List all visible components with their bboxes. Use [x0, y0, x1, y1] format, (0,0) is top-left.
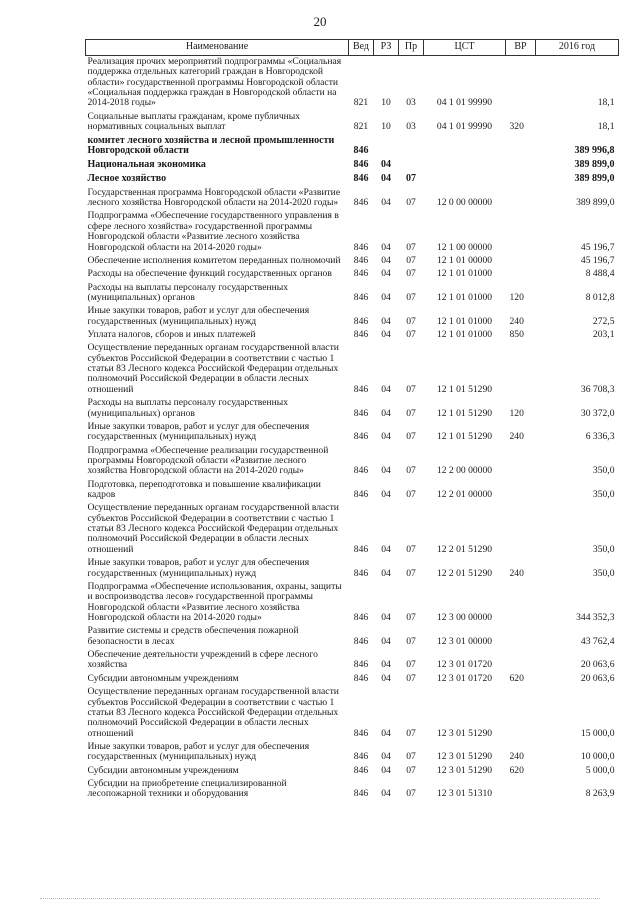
row-rz: 04	[381, 751, 391, 763]
row-amount: 20 063,6	[580, 659, 615, 671]
row-rz: 04	[381, 329, 391, 341]
row-name: Иные закупки товаров, работ и услуг для обеспечения государственных (муниципальных) нужд	[87, 557, 310, 579]
row-name: Социальные выплаты гражданам, кроме публичных нормативных социальных выплат	[87, 110, 301, 133]
row-amount: 350,0	[592, 567, 615, 579]
row-cst: 12 3 01 01720	[436, 672, 493, 684]
row-rz: 04	[381, 543, 391, 555]
row-cst: 12 2 01 51290	[436, 543, 493, 555]
row-amount: 45 196,7	[580, 241, 615, 253]
row-amount: 18,1	[597, 97, 615, 109]
row-vr	[506, 159, 536, 173]
row-name: Субсидии на приобретение специализированной лесопожарной техники и оборудования	[87, 778, 287, 800]
row-vr: 620	[509, 764, 524, 776]
table-row	[86, 305, 619, 329]
row-name: Иные закупки товаров, работ и услуг для обеспечения государственных (муниципальных) нужд	[87, 305, 310, 327]
table-row	[86, 479, 619, 503]
row-vr: 850	[509, 329, 524, 341]
table-row	[86, 329, 619, 342]
row-pr: 07	[406, 788, 416, 800]
row-amount: 5 000,0	[585, 764, 615, 776]
row-vr	[506, 56, 536, 111]
row-cst: 12 3 01 01720	[436, 659, 493, 671]
row-amount: 15 000,0	[580, 727, 615, 739]
row-name: Подготовка, переподготовка и повышение квалификации кадров	[87, 478, 321, 501]
page-number: 20	[313, 14, 327, 29]
row-pr: 03	[406, 121, 416, 133]
row-cst: 12 2 01 00000	[436, 489, 493, 501]
table-row	[86, 765, 619, 778]
row-name: Подпрограмма «Обеспечение реализации государственной программы Новгородской области «Развитие лесного хозяйства Новгородской области на 2014-2020 годы»	[87, 444, 329, 477]
row-ved: 846	[353, 567, 369, 579]
row-ved: 846	[353, 543, 369, 555]
row-amount: 10 000,0	[580, 751, 615, 763]
row-rz: 04	[381, 567, 391, 579]
page-footer-dots	[40, 895, 600, 899]
row-vr	[506, 268, 536, 281]
table-row	[86, 111, 619, 135]
row-cst: 12 0 00 00000	[436, 197, 493, 209]
row-pr: 07	[406, 764, 416, 776]
row-pr: 07	[406, 383, 416, 395]
row-rz: 04	[381, 407, 391, 419]
row-vr	[506, 255, 536, 268]
row-cst: 12 1 00 00000	[436, 241, 493, 253]
row-name: Государственная программа Новгородской области «Развитие лесного хозяйства Новгородской области на 2014-2020 годы»	[87, 186, 341, 209]
row-ved: 846	[353, 291, 369, 303]
table-row	[86, 557, 619, 581]
row-name: Расходы на выплаты персоналу государственных (муниципальных) органов	[87, 397, 289, 419]
row-pr: 07	[406, 431, 416, 443]
row-name: Национальная экономика	[87, 159, 206, 171]
row-vr	[506, 625, 536, 649]
row-pr: 07	[406, 407, 416, 419]
row-rz: 04	[381, 383, 391, 395]
row-cst: 12 3 01 51290	[436, 727, 493, 739]
row-cst: 04 1 01 99990	[436, 97, 493, 109]
table-row	[86, 159, 619, 173]
row-ved: 821	[353, 121, 369, 133]
row-vr	[506, 581, 536, 625]
row-ved: 846	[353, 329, 369, 341]
row-ved: 846	[353, 764, 369, 776]
row-rz: 04	[381, 291, 391, 303]
table-row	[86, 268, 619, 281]
row-name: Обеспечение деятельности учреждений в сфере лесного хозяйства	[87, 649, 318, 671]
table-row	[86, 135, 619, 160]
row-rz: 04	[381, 672, 391, 684]
row-vr	[506, 173, 536, 187]
row-vr	[506, 210, 536, 254]
row-pr: 07	[406, 241, 416, 253]
table-row	[86, 210, 619, 254]
table-row	[86, 56, 619, 111]
header-vr: ВР	[506, 40, 536, 56]
table-row	[86, 397, 619, 421]
row-rz: 04	[381, 172, 391, 184]
table-row	[86, 686, 619, 741]
row-amount: 350,0	[592, 465, 615, 477]
row-vr: 120	[509, 407, 524, 419]
row-vr	[506, 649, 536, 673]
row-rz: 04	[381, 431, 391, 443]
row-ved: 846	[353, 145, 369, 157]
row-pr: 07	[406, 329, 416, 341]
table-row	[86, 282, 619, 306]
row-vr	[506, 778, 536, 802]
row-cst: 12 1 01 51290	[436, 407, 493, 419]
row-rz: 04	[381, 612, 391, 623]
row-cst: 12 1 01 00000	[436, 254, 493, 266]
row-amount: 344 352,3	[576, 612, 615, 623]
row-amount: 20 063,6	[580, 672, 615, 684]
row-vr	[506, 135, 536, 160]
row-cst: 12 2 01 51290	[436, 567, 493, 579]
row-cst: 12 1 01 51290	[436, 431, 493, 443]
row-pr: 07	[406, 751, 416, 763]
row-amount: 8 488,4	[585, 268, 615, 280]
table-row	[86, 778, 619, 802]
row-amount: 45 196,7	[580, 254, 615, 266]
row-name: Субсидии автономным учреждениям	[87, 764, 239, 776]
table-row	[86, 625, 619, 649]
row-ved: 846	[353, 635, 369, 647]
row-pr: 07	[406, 465, 416, 477]
row-name: Осуществление переданных органам государственной власти субъектов Российской Федерации в соответствии с частью 1 статьи 83 Лесного кодекса Российской Федерации отдельных полномочий Российской Федерации в области лесных отношений	[87, 342, 339, 395]
row-ved: 846	[353, 315, 369, 327]
row-pr: 07	[406, 635, 416, 647]
row-amount: 8 263,9	[585, 788, 615, 800]
row-rz: 04	[381, 465, 391, 477]
row-vr	[506, 342, 536, 397]
row-pr: 07	[406, 727, 416, 739]
row-vr: 320	[509, 121, 524, 133]
row-rz: 04	[381, 635, 391, 647]
row-rz: 04	[381, 788, 391, 800]
header-ved: Вед	[349, 40, 374, 56]
row-ved: 846	[353, 612, 369, 623]
table-row	[86, 187, 619, 211]
row-name: Иные закупки товаров, работ и услуг для обеспечения государственных (муниципальных) нужд	[87, 740, 310, 763]
row-ved: 846	[353, 431, 369, 443]
row-rz: 04	[381, 254, 391, 266]
row-vr	[506, 445, 536, 479]
row-name: Осуществление переданных органам государственной власти субъектов Российской Федерации в соответствии с частью 1 статьи 83 Лесного кодекса Российской Федерации отдельных полномочий Российской Федерации в области лесных отношений	[87, 686, 339, 739]
row-ved: 846	[353, 197, 369, 209]
row-ved: 846	[353, 659, 369, 671]
row-rz: 04	[381, 241, 391, 253]
row-vr: 240	[509, 431, 524, 443]
row-vr	[506, 502, 536, 557]
row-cst: 12 1 01 51290	[436, 383, 493, 395]
row-ved: 846	[353, 254, 369, 266]
row-ved: 846	[353, 241, 369, 253]
row-name: Субсидии автономным учреждениям	[87, 672, 239, 684]
row-pr	[399, 135, 424, 160]
header-name: Наименование	[86, 40, 349, 56]
row-amount: 389 899,0	[574, 159, 615, 171]
row-name: Осуществление переданных органам государственной власти субъектов Российской Федерации в соответствии с частью 1 статьи 83 Лесного кодекса Российской Федерации отдельных полномочий Российской Федерации в области лесных отношений	[87, 502, 339, 555]
row-vr: 240	[509, 751, 524, 763]
row-name: Подпрограмма «Обеспечение использования, охраны, защиты и воспроизводства лесов» государственной программы Новгородской области «Развитие лесного хозяйства Новгородской области на 2014-2020 годы»	[87, 580, 342, 623]
row-amount: 389 996,8	[574, 145, 615, 157]
row-amount: 6 336,3	[585, 431, 615, 443]
table-row	[86, 649, 619, 673]
table-row	[86, 673, 619, 686]
row-pr: 07	[406, 543, 416, 555]
row-vr: 120	[509, 291, 524, 303]
row-rz: 04	[381, 315, 391, 327]
row-pr: 07	[406, 268, 416, 280]
header-year: 2016 год	[536, 40, 619, 56]
row-cst: 12 1 01 01000	[436, 291, 493, 303]
row-amount: 43 762,4	[580, 635, 615, 647]
row-rz: 04	[381, 268, 391, 280]
row-cst: 12 1 01 01000	[436, 329, 493, 341]
row-name: Лесное хозяйство	[87, 172, 167, 184]
row-rz: 04	[381, 489, 391, 501]
row-pr: 07	[406, 315, 416, 327]
row-name: Расходы на обеспечение функций государственных органов	[87, 268, 332, 280]
row-pr: 03	[406, 97, 416, 109]
row-ved: 846	[353, 465, 369, 477]
row-name: Подпрограмма «Обеспечение государственного управления в сфере лесного хозяйства» государственной программы Новгородской области «Развитие лесного хозяйства Новгородской области на 2014-2020 годы»	[87, 210, 339, 253]
row-amount: 389 899,0	[574, 172, 615, 184]
row-vr: 620	[509, 672, 524, 684]
row-pr: 07	[406, 489, 416, 501]
row-pr: 07	[406, 659, 416, 671]
row-cst: 12 1 01 01000	[436, 315, 493, 327]
row-cst	[424, 135, 506, 160]
row-rz: 10	[381, 121, 391, 133]
row-ved: 821	[353, 97, 369, 109]
row-pr: 07	[406, 172, 416, 184]
row-cst	[424, 173, 506, 187]
table-row	[86, 173, 619, 187]
row-amount: 203,1	[592, 329, 615, 341]
row-name: Расходы на выплаты персоналу государственных (муниципальных) органов	[87, 281, 289, 303]
row-ved: 846	[353, 383, 369, 395]
row-rz: 10	[381, 97, 391, 109]
row-ved: 846	[353, 159, 369, 171]
table-row	[86, 421, 619, 445]
row-rz: 04	[381, 159, 391, 171]
row-amount: 36 708,3	[580, 383, 615, 395]
row-amount: 389 899,0	[576, 197, 615, 209]
row-vr: 240	[509, 567, 524, 579]
table-row	[86, 502, 619, 557]
row-cst: 12 3 01 00000	[436, 635, 493, 647]
table-row	[86, 342, 619, 397]
budget-table	[85, 39, 619, 802]
header-pr: Пр	[399, 40, 424, 56]
row-rz	[374, 135, 399, 160]
row-rz: 04	[381, 659, 391, 671]
row-amount: 350,0	[592, 489, 615, 501]
row-pr	[399, 159, 424, 173]
row-pr: 07	[406, 612, 416, 623]
row-vr	[506, 479, 536, 503]
row-cst: 12 3 00 00000	[436, 612, 493, 623]
row-vr: 240	[509, 315, 524, 327]
row-pr: 07	[406, 672, 416, 684]
row-ved: 846	[353, 727, 369, 739]
table-row	[86, 581, 619, 625]
header-rz: РЗ	[374, 40, 399, 56]
row-name: комитет лесного хозяйства и лесной промышленности Новгородской области	[87, 134, 335, 157]
row-pr: 07	[406, 254, 416, 266]
row-cst: 12 2 00 00000	[436, 465, 493, 477]
row-ved: 846	[353, 672, 369, 684]
row-rz: 04	[381, 197, 391, 209]
row-amount: 30 372,0	[580, 407, 615, 419]
row-cst: 12 3 01 51310	[436, 788, 493, 800]
row-amount: 350,0	[592, 543, 615, 555]
row-ved: 846	[353, 788, 369, 800]
row-rz: 04	[381, 764, 391, 776]
row-name: Уплата налогов, сборов и иных платежей	[87, 329, 256, 341]
row-ved: 846	[353, 268, 369, 280]
row-name: Развитие системы и средств обеспечения пожарной безопасности в лесах	[87, 625, 299, 647]
row-cst	[424, 159, 506, 173]
row-amount: 272,5	[592, 315, 615, 327]
table-row	[86, 255, 619, 268]
row-cst: 12 3 01 51290	[436, 751, 493, 763]
row-ved: 846	[353, 751, 369, 763]
row-vr	[506, 686, 536, 741]
row-ved: 846	[353, 172, 369, 184]
table-header-row	[86, 40, 619, 56]
header-cst: ЦСТ	[424, 40, 506, 56]
row-pr: 07	[406, 291, 416, 303]
row-amount: 8 012,8	[585, 291, 615, 303]
row-ved: 846	[353, 407, 369, 419]
row-pr: 07	[406, 197, 416, 209]
row-cst: 12 3 01 51290	[436, 764, 493, 776]
table-row	[86, 445, 619, 479]
row-pr: 07	[406, 567, 416, 579]
row-vr	[506, 187, 536, 211]
row-name: Обеспечение исполнения комитетом переданных полномочий	[87, 254, 341, 266]
table-body	[86, 56, 619, 802]
row-rz: 04	[381, 727, 391, 739]
table-row	[86, 741, 619, 765]
row-ved: 846	[353, 489, 369, 501]
row-name: Иные закупки товаров, работ и услуг для обеспечения государственных (муниципальных) нужд	[87, 420, 310, 443]
row-amount: 18,1	[597, 121, 615, 133]
row-name: Реализация прочих мероприятий подпрограммы «Социальная поддержка отдельных категорий граждан в Новгородской области» государственной программы Новгородской области «Социальная поддержка граждан в Новгородской области на 2014-2018 годы»	[87, 56, 342, 109]
row-cst: 12 1 01 01000	[436, 268, 493, 280]
row-cst: 04 1 01 99990	[436, 121, 493, 133]
